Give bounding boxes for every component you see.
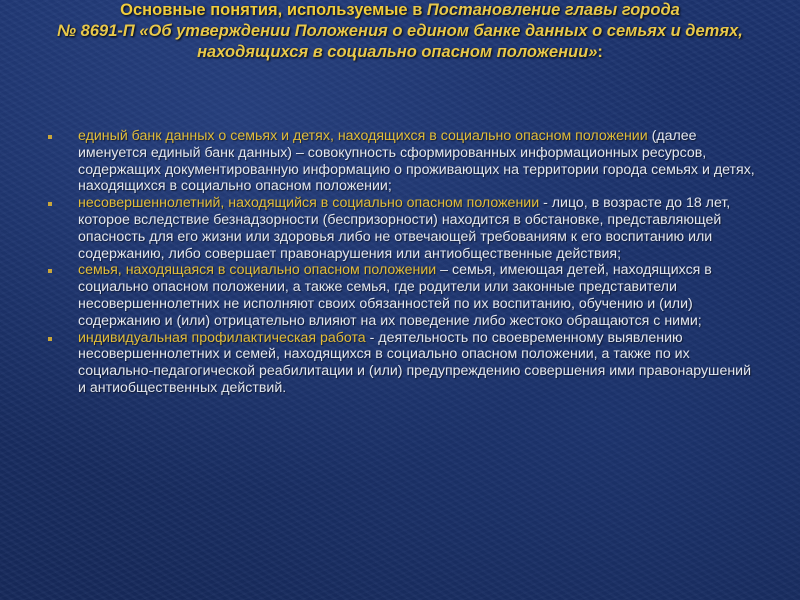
bullet-square-icon bbox=[48, 269, 52, 273]
title-lead: Основные понятия, используемые bbox=[120, 1, 408, 19]
term: единый банк данных о семьях и детях, находящихся в социально опасном положении bbox=[78, 128, 648, 144]
list-item bbox=[48, 195, 760, 262]
bullet-square-icon bbox=[48, 202, 52, 206]
slide-title bbox=[20, 0, 780, 63]
term: индивидуальная профилактическая работа bbox=[78, 329, 366, 346]
list-item bbox=[48, 128, 760, 195]
definition: (далее именуется единый банк данных) – совокупность сформированных информационных ресурсов, содержащих документированную информацию о проживающих на территории города семьях и детях, находящихся в социально опасном положении; bbox=[78, 128, 755, 195]
bullet-square-icon bbox=[48, 135, 52, 139]
definition: – семья, имеющая детей, находящихся в социально опасном положении, а также семья, где родители или законные представители несовершеннолетних не исполняют своих обязанностей по их воспитанию, обучению и (или) содержанию и (или) отрицательно влияют на их поведение либо жестоко обращаются с ними; bbox=[78, 262, 712, 329]
title-line1-rest: Постановление главы города bbox=[426, 1, 680, 19]
bullet-square-icon bbox=[48, 337, 52, 341]
list-item bbox=[48, 330, 760, 397]
title-connector: в bbox=[407, 1, 427, 19]
term: несовершеннолетний, находящийся в социально опасном положении bbox=[78, 195, 540, 212]
list-item bbox=[48, 262, 760, 329]
definition: - лицо, в возрасте до 18 лет, которое вследствие безнадзорности (беспризорности) находится в обстановке, представляющей опасность для его жизни или здоровья либо не отвечающей требованиям к его воспитанию или содержанию, либо совершает правонарушения или антиобщественные действия; bbox=[78, 195, 731, 262]
title-colon: : bbox=[597, 43, 603, 61]
term: семья, находящаяся в социально опасном положении bbox=[78, 262, 437, 279]
definition: - деятельность по своевременному выявлению несовершеннолетних и семей, находящихся в социально опасном положении, а также по их социально-педагогической реабилитации и (или) предупреждению совершения ими правонарушений и антиобщественных действий. bbox=[78, 329, 752, 396]
definitions-list bbox=[48, 128, 760, 397]
title-document: № 8691-П «Об утверждении Положения о едином банке данных о семьях и детях, находящихся в социально опасном положении» bbox=[57, 22, 743, 61]
